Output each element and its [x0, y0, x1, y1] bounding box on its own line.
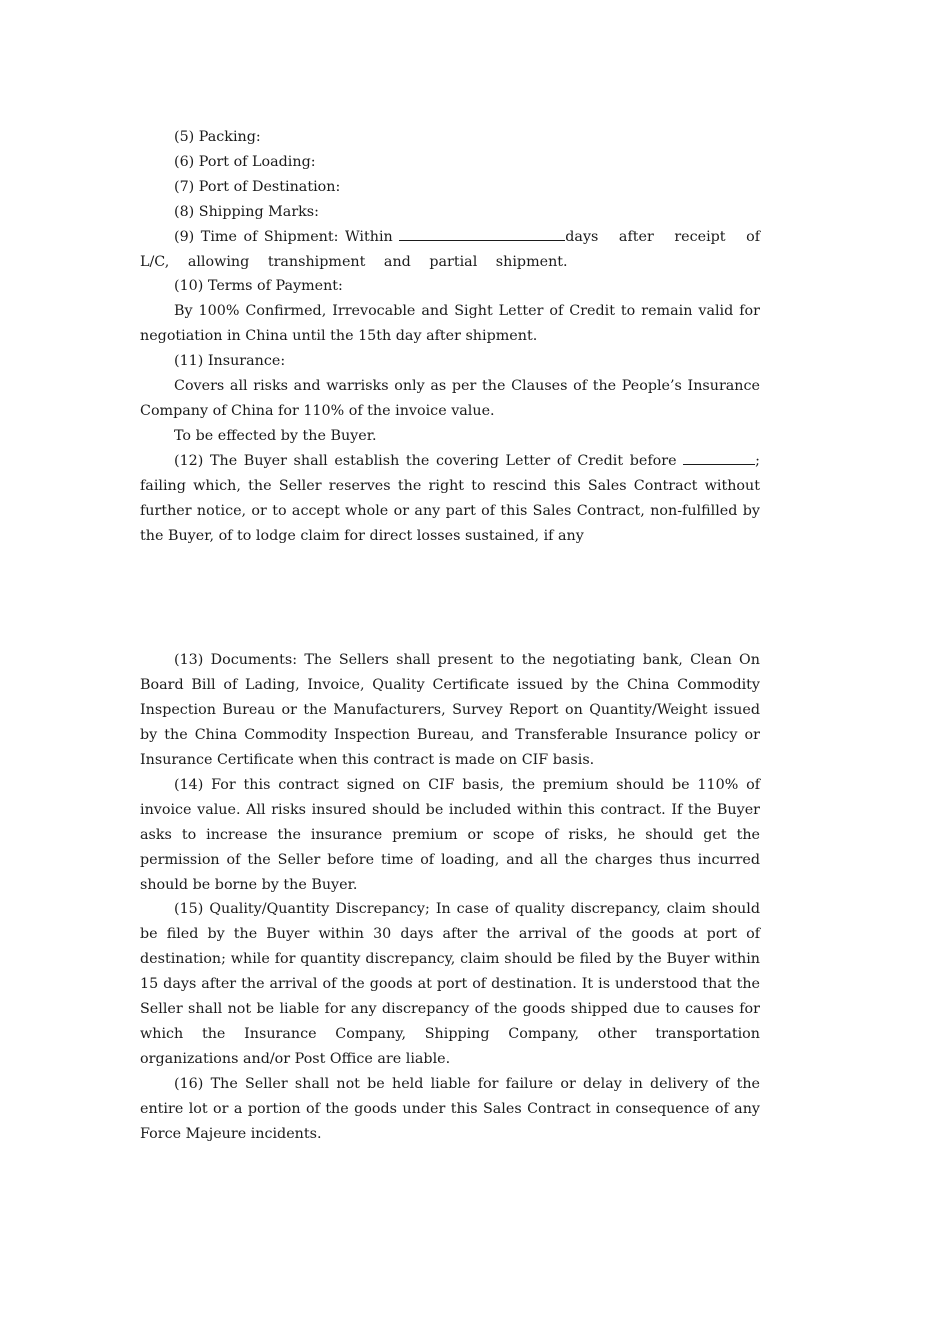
- clause-insurance-note: To be effected by the Buyer.: [174, 427, 377, 444]
- lc-deadline-blank: [683, 450, 755, 465]
- contract-page: [140, 125, 760, 1147]
- page-gap: [140, 548, 760, 648]
- clause-premium: (14) For this contract signed on CIF basis, the premium should be 110% of invoice value. All risks insured should be included within this contract. If the Buyer asks to increase the insurance premium or scope of risks, he should get the permission of the Seller before time of loading, and all the charges thus incurred should be borne by the Buyer.: [140, 776, 760, 893]
- letter-of-credit-start: (12) The Buyer shall establish the covering Letter of Credit before: [174, 452, 684, 469]
- letter-of-credit-end: ; failing which, the Seller reserves the right to rescind this Sales Contract without further notice, or to accept whole or any part of this Sales Contract, non-fulfilled by the Buyer, of to lodge claim for direct losses sustained, if any: [140, 452, 760, 544]
- clause-documents: (13) Documents: The Sellers shall present to the negotiating bank, Clean On Board Bill of Lading, Invoice, Quality Certificate issued by the China Commodity Inspection Bureau or the Manufacturers, Survey Report on Quantity/Weight issued by the China Commodity Inspection Bureau, and Transferable Insurance policy or Insurance Certificate when this contract is made on CIF basis.: [140, 652, 760, 769]
- clause-time-of-shipment: [140, 225, 760, 275]
- time-of-shipment-start: (9) Time of Shipment: Within: [174, 228, 400, 245]
- clause-insurance-title: (11) Insurance:: [174, 353, 286, 370]
- clause-packing: (5) Packing:: [174, 129, 261, 145]
- clause-shipping-marks: (8) Shipping Marks:: [174, 203, 319, 220]
- time-of-shipment-end: days after receipt of L/C, allowing transhipment and partial shipment.: [140, 228, 760, 270]
- clause-terms-of-payment-title: (10) Terms of Payment:: [174, 278, 343, 295]
- clause-discrepancy: (15) Quality/Quantity Discrepancy; In case of quality discrepancy, claim should be filed by the Buyer within 30 days after the arrival of the goods at port of destination; while for quantity discrepancy, claim should be filed by the Buyer within 15 days after the arrival of the goods at port of destination. It is understood that the Seller shall not be liable for any discrepancy of the goods shipped due to causes for which the Insurance Company, Shipping Company, other transportation organizations and/or Post Office are liable.: [140, 901, 760, 1067]
- clause-terms-of-payment-body: By 100% Confirmed, Irrevocable and Sight Letter of Credit to remain valid for negotiation in China until the 15th day after shipment.: [140, 303, 760, 345]
- clause-port-of-loading: (6) Port of Loading:: [174, 153, 316, 170]
- clause-letter-of-credit: [140, 449, 760, 549]
- clause-insurance-body: Covers all risks and warrisks only as per the Clauses of the People’s Insurance Company of China for 110% of the invoice value.: [140, 378, 760, 419]
- clause-port-of-destination: (7) Port of Destination:: [174, 178, 341, 195]
- shipment-days-blank: [399, 226, 565, 241]
- clause-force-majeure: (16) The Seller shall not be held liable for failure or delay in delivery of the entire lot or a portion of the goods under this Sales Contract in consequence of any Force Majeure incidents.: [140, 1075, 760, 1142]
